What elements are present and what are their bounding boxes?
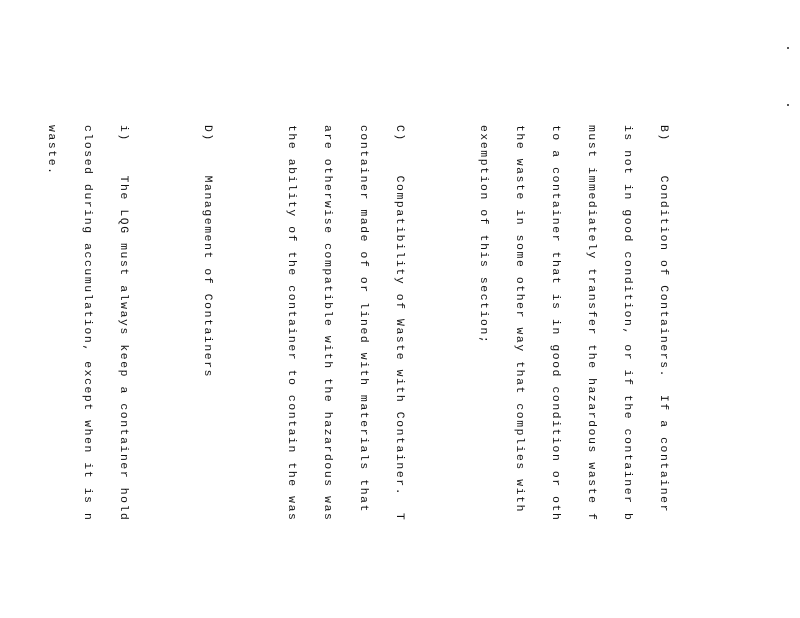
text-line: waste.	[45, 125, 57, 176]
paragraph-gap	[153, 125, 177, 618]
text-line: closed during accumulation, except when it is n	[81, 125, 93, 522]
text-line: to a container that is in good condition or oth	[549, 125, 561, 522]
scan-speck	[787, 47, 789, 49]
text-line: are otherwise compatible with the hazardous was	[321, 125, 333, 522]
paragraph-gap	[0, 125, 21, 618]
text-line: the ability of the container to contain the was	[285, 125, 297, 522]
text-line: is not in good condition, or if the container b	[621, 125, 633, 522]
scan-speck	[787, 104, 789, 106]
paragraph-gap	[429, 125, 453, 618]
text-line: B) Condition of Containers. If a container	[657, 125, 669, 514]
section-heading: D) Management of Containers	[201, 125, 213, 379]
text-line: must immediately transfer the hazardous waste f	[585, 125, 597, 522]
text-line: the waste in some other way that complies with	[513, 125, 525, 514]
text-line: i) The LQG must always keep a container hold	[117, 125, 129, 522]
paragraph-gap	[237, 125, 261, 618]
text-line: exemption of this section;	[477, 125, 489, 345]
text-line: C) Compatibility of Waste with Container. T	[393, 125, 405, 522]
rotated-text-block	[0, 125, 693, 618]
text-line: container made of or lined with materials that	[357, 125, 369, 514]
